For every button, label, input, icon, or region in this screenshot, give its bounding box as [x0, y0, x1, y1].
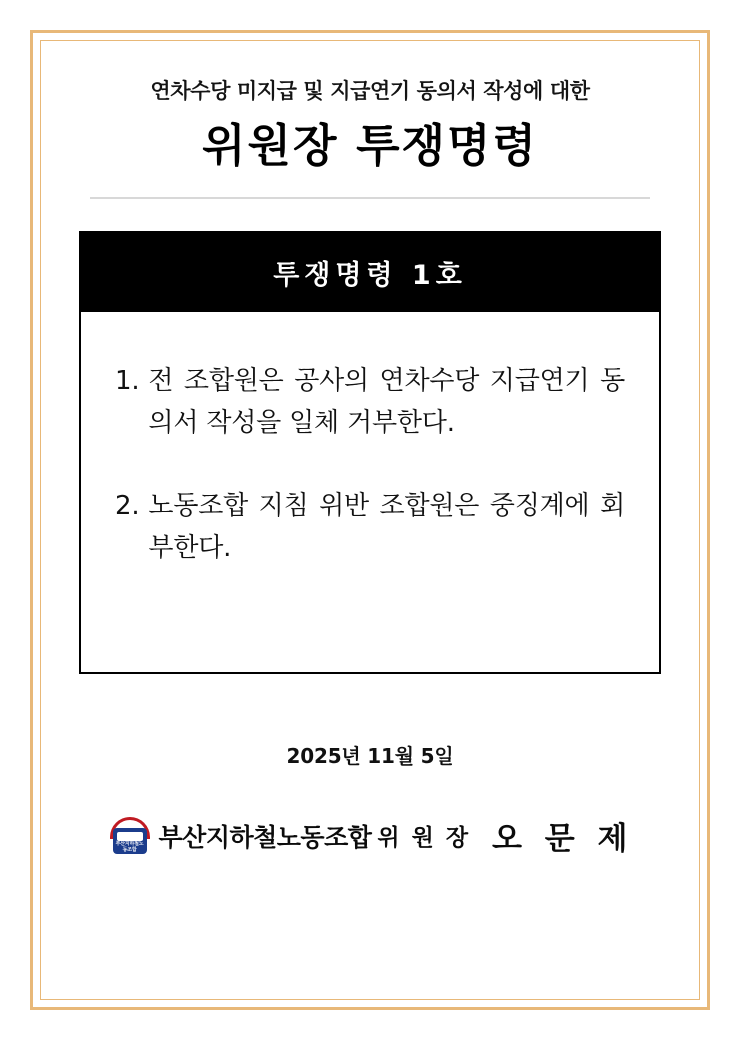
document-subtitle: 연차수당 미지급 및 지급연기 동의서 작성에 대한 — [150, 79, 590, 103]
page-title: 위원장 투쟁명령 — [202, 119, 538, 173]
order-box — [79, 231, 661, 674]
order-item-number: 1. — [115, 366, 140, 397]
signature-name: 오 문 제 — [492, 821, 634, 858]
emblem-label: 부산지하철노동조합 — [115, 840, 144, 853]
signature-block — [50, 813, 690, 858]
order-box-header: 투쟁명령 1호 — [81, 233, 659, 312]
title-divider — [90, 197, 650, 199]
document-content — [50, 50, 690, 990]
union-emblem-icon — [107, 815, 153, 857]
order-item-text: 노동조합 지침 위반 조합원은 중징계에 회부한다. — [148, 490, 625, 563]
signature-role: 위 원 장 — [377, 825, 471, 852]
order-item-number: 2. — [115, 490, 140, 521]
order-box-body — [81, 312, 659, 672]
signature-organization: 부산지하철노동조합 — [158, 822, 372, 852]
order-item — [115, 485, 625, 569]
order-item — [115, 360, 625, 444]
emblem-window-shape — [117, 832, 143, 841]
order-item-text: 전 조합원은 공사의 연차수당 지급연기 동의서 작성을 일체 거부한다. — [148, 366, 625, 439]
document-date: 2025년 11월 5일 — [286, 744, 454, 769]
